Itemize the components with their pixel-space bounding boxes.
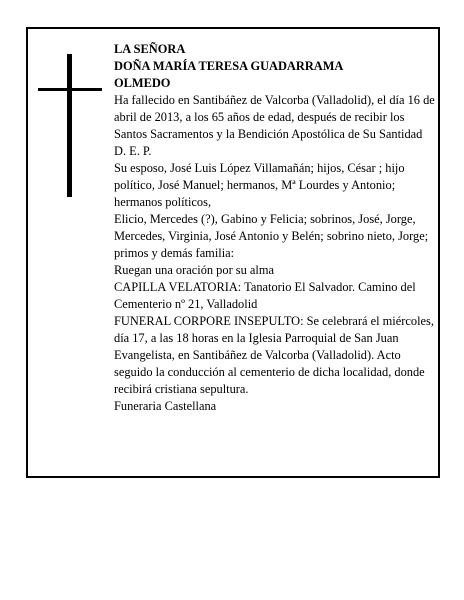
prayer-request: Ruegan una oración por su alma — [114, 263, 274, 277]
funeral-info: FUNERAL CORPORE INSEPULTO: Se celebrará el miércoles, día 17, a las 18 horas en la Iglesia Parroquial de San Juan Evangelista, en Santibáñez de Valcorba (Valladolid). Acto seguido la conducción al cementerio de dicha localidad, donde recibirá cristiana sepultura. — [114, 314, 434, 396]
funeral-home: Funeraria Castellana — [114, 399, 217, 413]
heading-line-3: OLMEDO — [114, 76, 171, 90]
dep-line: D. E. P. — [114, 144, 152, 158]
heading-line-2: DOÑA MARÍA TERESA GUADARRAMA — [114, 59, 344, 73]
obituary-card — [26, 27, 440, 478]
cross-horizontal-bar — [38, 88, 102, 91]
obituary-text — [114, 41, 438, 415]
death-announcement: Ha fallecido en Santibáñez de Valcorba (Valladolid), el día 16 de abril de 2013, a los 65 años de edad, después de recibir los Santos Sacramentos y la Bendición Apostólica de Su Santidad — [114, 93, 435, 141]
family-paragraph-continued: Elicio, Mercedes (?), Gabino y Felicia; sobrinos, José, Jorge, Mercedes, Virginia, José Antonio y Belén; sobrino nieto, Jorge; primos y demás familia: — [114, 212, 429, 260]
chapel-info: CAPILLA VELATORIA: Tanatorio El Salvador. Camino del Cementerio nº 21, Valladolid — [114, 280, 416, 311]
heading-line-1: LA SEÑORA — [114, 42, 186, 56]
family-paragraph: Su esposo, José Luis López Villamañán; hijos, César ; hijo político, José Manuel; hermanos, Mª Lourdes y Antonio; hermanos políticos, — [114, 161, 405, 209]
cross-vertical-bar — [67, 54, 72, 197]
